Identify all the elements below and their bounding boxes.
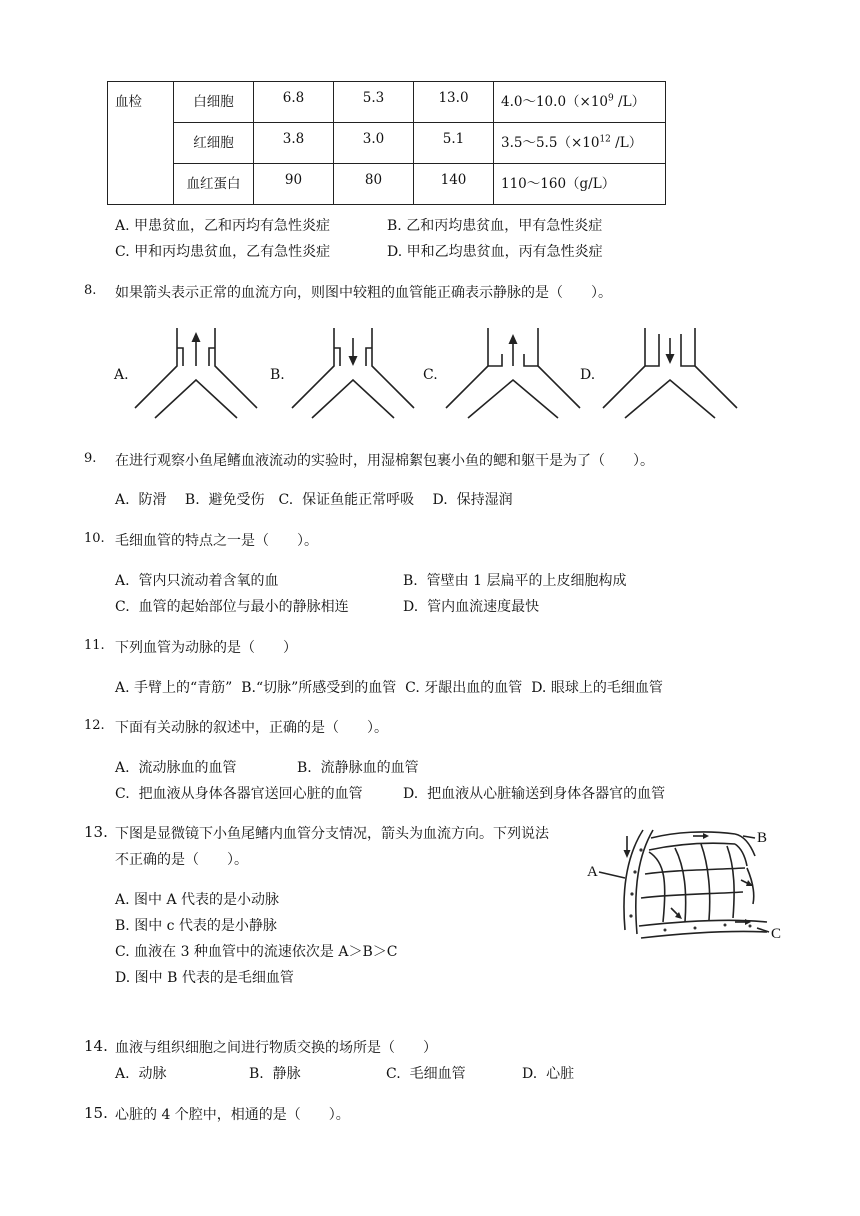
value-cell [254, 123, 334, 164]
reference-cell [494, 123, 666, 164]
q12-stem: 下面有关动脉的叙述中，正确的是（ ）。 [115, 720, 388, 736]
q13-option-d[interactable]: D. 图中 B 代表的是毛细血管 [115, 970, 294, 986]
reference-main: 4.0～10.0（×10 [501, 94, 609, 110]
q14-option-b[interactable]: B. 静脉 [249, 1066, 301, 1082]
group-label: 血检 [115, 94, 142, 110]
q8-label-d[interactable]: D. [580, 367, 596, 383]
q9-options[interactable]: A. 防滑 B. 避免受伤 C. 保证鱼能正常呼吸 D. 保持湿润 [115, 492, 513, 508]
q9-number: 9. [84, 451, 97, 466]
table-row [108, 123, 666, 164]
q14-number: 14. [84, 1037, 108, 1055]
q13-stem-line2: 不正确的是（ ）。 [115, 852, 248, 868]
q13-option-a[interactable]: A. 图中 A 代表的是小动脉 [115, 892, 280, 908]
value-cell [254, 82, 334, 123]
q10-option-c[interactable]: C. 血管的起始部位与最小的静脉相连 [115, 599, 349, 615]
q15-stem: 心脏的 4 个腔中，相通的是（ ）。 [115, 1107, 350, 1123]
reference-unit: /L） [613, 94, 646, 110]
q10-option-b[interactable]: B. 管壁由 1 层扁平的上皮细胞构成 [403, 573, 627, 589]
reference-cell [494, 164, 666, 205]
q11-stem: 下列血管为动脉的是（ ） [115, 640, 297, 656]
q13-option-b[interactable]: B. 图中 c 代表的是小静脉 [115, 918, 277, 934]
vessel-diagram-a[interactable] [133, 324, 273, 422]
capillary-network-figure [585, 822, 785, 952]
item-label: 血红蛋白 [186, 176, 241, 192]
item-label: 红细胞 [193, 135, 234, 151]
q7-option-b[interactable]: B. 乙和丙均患贫血，甲有急性炎症 [387, 218, 603, 234]
q8-label-a[interactable]: A. [114, 367, 129, 383]
value-cell [254, 164, 334, 205]
blood-test-table [107, 81, 666, 205]
q7-option-c[interactable]: C. 甲和丙均患贫血，乙有急性炎症 [115, 244, 331, 260]
q13-option-c[interactable]: C. 血液在 3 种血管中的流速依次是 A＞B＞C [115, 944, 398, 960]
group-label-cell [108, 82, 174, 205]
q12-option-c[interactable]: C. 把血液从身体各器官送回心脏的血管 [115, 786, 363, 802]
reference-cell [494, 82, 666, 123]
reference-main: 3.5～5.5（×10 [501, 135, 600, 151]
value-cell [414, 82, 494, 123]
q12-option-a[interactable]: A. 流动脉血的血管 [115, 760, 237, 776]
value-yi: 80 [364, 172, 383, 188]
value-bing: 140 [440, 172, 467, 188]
reference-unit: /L） [610, 135, 643, 151]
q12-option-b[interactable]: B. 流静脉血的血管 [297, 760, 419, 776]
reference-exponent: 12 [599, 134, 611, 145]
q10-option-d[interactable]: D. 管内血流速度最快 [403, 599, 540, 615]
q10-stem: 毛细血管的特点之一是（ ）。 [115, 533, 318, 549]
value-jia: 3.8 [282, 131, 305, 147]
q11-options[interactable]: A. 手臂上的“青筋” B.“切脉”所感受到的血管 C. 牙龈出血的血管 D. 眼球上的毛细血管 [115, 680, 663, 696]
value-cell [334, 123, 414, 164]
figure-label-b: B [757, 830, 768, 846]
q14-option-a[interactable]: A. 动脉 [115, 1066, 167, 1082]
item-label: 白细胞 [193, 94, 234, 110]
item-cell [174, 123, 254, 164]
item-cell [174, 82, 254, 123]
figure-label-c: C [771, 926, 782, 942]
value-bing: 5.1 [442, 131, 465, 147]
q13-number: 13. [84, 823, 108, 841]
item-cell [174, 164, 254, 205]
figure-label-a: A [587, 864, 598, 880]
q10-number: 10. [84, 531, 105, 546]
value-cell [414, 164, 494, 205]
q14-option-c[interactable]: C. 毛细血管 [386, 1066, 466, 1082]
value-jia: 90 [284, 172, 303, 188]
value-cell [414, 123, 494, 164]
q11-number: 11. [84, 638, 105, 653]
q12-option-d[interactable]: D. 把血液从心脏输送到身体各器官的血管 [403, 786, 666, 802]
reference-exponent: 9 [608, 93, 614, 104]
value-cell [334, 82, 414, 123]
q8-stem: 如果箭头表示正常的血流方向，则图中较粗的血管能正确表示静脉的是（ ）。 [115, 285, 612, 301]
q10-option-a[interactable]: A. 管内只流动着含氧的血 [115, 573, 279, 589]
table-row [108, 82, 666, 123]
value-yi: 3.0 [362, 131, 385, 147]
vessel-diagram-b[interactable] [290, 324, 430, 422]
q7-option-d[interactable]: D. 甲和乙均患贫血，丙有急性炎症 [387, 244, 603, 260]
reference-main: 110～160（g/L） [501, 176, 616, 192]
value-yi: 5.3 [362, 90, 385, 106]
q8-label-b[interactable]: B. [270, 367, 285, 383]
vessel-diagram-d[interactable] [601, 324, 741, 422]
q8-label-c[interactable]: C. [423, 367, 438, 383]
q7-option-a[interactable]: A. 甲患贫血，乙和丙均有急性炎症 [115, 218, 331, 234]
q13-stem-line1: 下图是显微镜下小鱼尾鳍内血管分支情况，箭头为血流方向。下列说法 [115, 826, 549, 842]
table-row [108, 164, 666, 205]
q8-number: 8. [84, 283, 97, 298]
value-jia: 6.8 [282, 90, 305, 106]
value-bing: 13.0 [438, 90, 469, 106]
q12-number: 12. [84, 718, 105, 733]
q14-stem: 血液与组织细胞之间进行物质交换的场所是（ ） [115, 1040, 437, 1056]
value-cell [334, 164, 414, 205]
q14-option-d[interactable]: D. 心脏 [522, 1066, 575, 1082]
q15-number: 15. [84, 1104, 108, 1122]
vessel-diagram-c[interactable] [444, 324, 584, 422]
q9-stem: 在进行观察小鱼尾鳍血液流动的实验时，用湿棉絮包裹小鱼的鳃和躯干是为了（ ）。 [115, 453, 654, 469]
